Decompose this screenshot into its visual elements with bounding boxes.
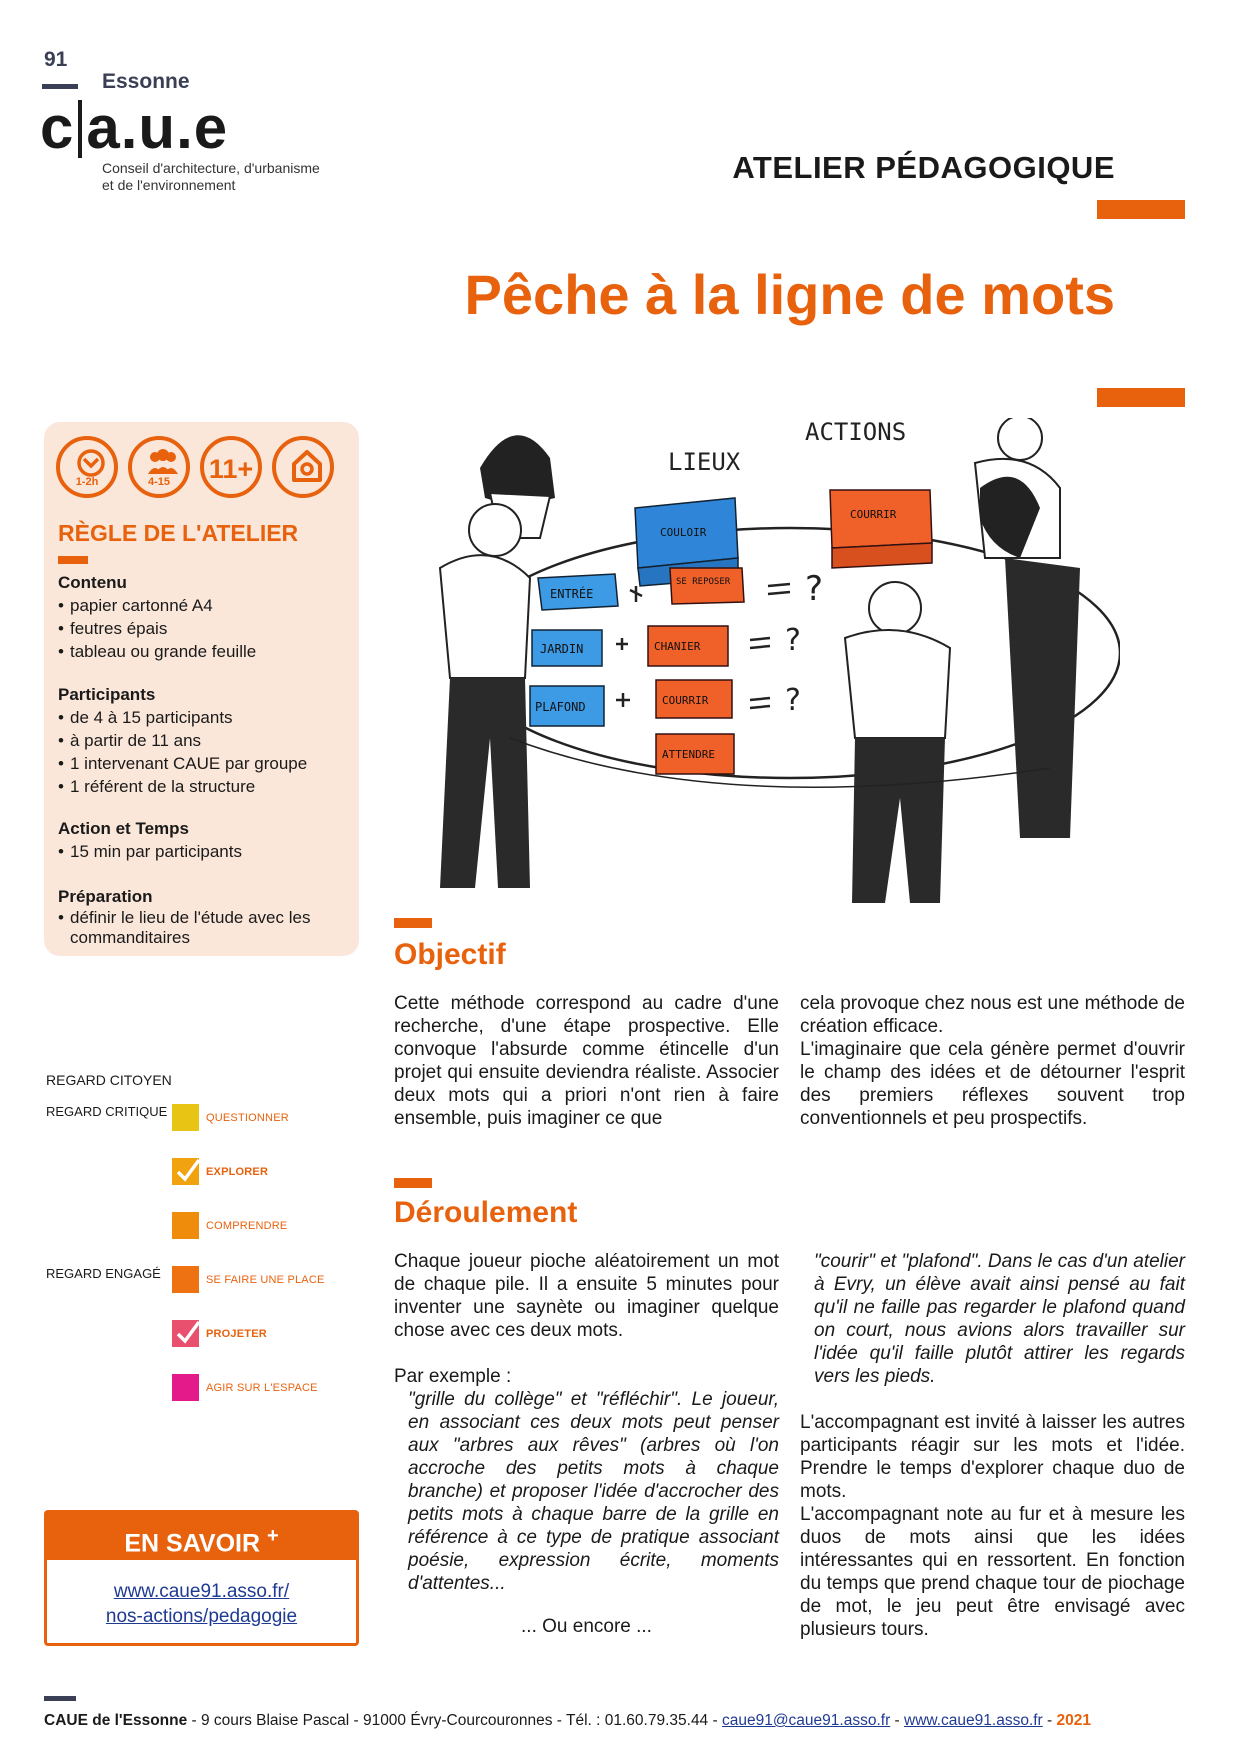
section-heading: Action et Temps (58, 819, 189, 838)
stack-actions-label: COURRIR (850, 508, 897, 521)
list-item: • définir le lieu de l'étude avec les commanditaires (58, 908, 358, 948)
heading-actions: ACTIONS (805, 418, 907, 446)
card-se-reposer (670, 568, 744, 604)
level-swatch (172, 1266, 199, 1293)
list-item: • tableau ou grande feuille (58, 640, 358, 663)
card-courrir-label: COURRIR (662, 694, 709, 707)
list-item: • 1 référent de la structure (58, 775, 358, 798)
card-jardin-label: JARDIN (540, 642, 584, 656)
level-swatch (172, 1212, 199, 1239)
footer-divider (44, 1696, 76, 1701)
workshop-illustration (420, 418, 1120, 903)
card-chanier-label: CHANIER (654, 640, 701, 653)
scale-level-projeter (172, 1320, 372, 1348)
list-item: • 15 min par participants (58, 840, 358, 863)
question-mark: ? (785, 683, 801, 718)
age-label: 11+ (208, 454, 254, 484)
workshop-info-card (44, 422, 359, 956)
workshop-icons (56, 436, 356, 498)
house-icon (272, 436, 334, 498)
card-se-reposer-label: SE REPOSER (676, 577, 731, 587)
level-label: EXPLORER (206, 1166, 269, 1178)
person-left-front (440, 504, 530, 888)
level-label: QUESTIONNER (206, 1112, 289, 1124)
list-item: • papier cartonné A4 (58, 594, 358, 617)
objectif-heading: Objectif (394, 938, 506, 971)
brand-tagline: Conseil d'architecture, d'urbanisme et de l'environnement (102, 160, 320, 193)
page-kicker: ATELIER PÉDAGOGIQUE (732, 150, 1115, 185)
brand-name: c a.u.e (40, 94, 229, 161)
dept-number: 91 (44, 48, 68, 71)
card-courrir (656, 680, 732, 718)
deroulement-accent-bar (394, 1178, 432, 1188)
group-size-caption: 4-15 (147, 476, 171, 488)
level-swatch (172, 1374, 199, 1401)
check-icon (175, 1320, 201, 1346)
page-footer: CAUE de l'Essonne - 9 cours Blaise Pascal - 91000 Évry-Courcouronnes - Tél. : 01.60.79.35.44 - caue91@caue91.asso.fr - www.caue91.asso.fr - 2021 (44, 1712, 1091, 1729)
card-plafond-label: PLAFOND (535, 700, 586, 714)
section-contenu (58, 572, 358, 663)
dept-name: Essonne (102, 70, 190, 93)
deroulement-heading: Déroulement (394, 1196, 578, 1229)
footer-email-link[interactable]: caue91@caue91.asso.fr (721, 1712, 891, 1729)
card-attendre (656, 734, 734, 774)
card-attendre-label: ATTENDRE (662, 748, 715, 761)
check-icon (175, 1158, 201, 1184)
section-heading: Préparation (58, 887, 153, 906)
en-savoir-plus-box (44, 1510, 359, 1646)
duration-caption: 1-2h (75, 476, 99, 488)
age-icon (200, 436, 262, 498)
level-label: COMPRENDRE (206, 1220, 288, 1232)
level-label: SE FAIRE UNE PLACE (206, 1274, 325, 1286)
question-mark: ? (785, 623, 801, 658)
deroulement-col-1: Chaque joueur pioche aléatoirement un mot de chaque pile. Il a ensuite 5 minutes pour inventer une saynète ou imaginer quelque chose avec ces deux mots. Par exemple : "grille du collège" et "réfléchir". Le joueur, en associant ces deux mots peut penser aux "arbres aux rêves" (arbres où l'on accroche des petits mots à chaque branche) et proposer l'idée d'accrocher des petits mots à chaque barre de la grille en référence à ce type de pratique associant poésie, expression écrite, moments d'attentes... ... Ou encore ... (394, 1251, 779, 1637)
section-participants (58, 684, 358, 798)
stack-lieux-label: COULOIR (660, 526, 707, 539)
list-item: • de 4 à 15 participants (58, 706, 358, 729)
section-heading: Participants (58, 685, 156, 704)
clock-icon (56, 436, 118, 498)
footer-org: CAUE de l'Essonne (44, 1712, 188, 1729)
section-preparation (58, 886, 358, 948)
card-chanier (648, 626, 728, 666)
objectif-col-2: cela provoque chez nous est une méthode de création efficace. L'imaginaire que cela génère permet d'ouvrir le champ des idées et de détourner l'esprit des premiers réflexes souvent trop conventionnels et peu prospectifs. (800, 993, 1185, 1129)
regard-critique-label: REGARD CRITIQUE (46, 1104, 168, 1119)
card-entree-label: ENTRÉE (550, 587, 594, 601)
rules-accent-bar (58, 556, 88, 564)
objectif-accent-bar (394, 918, 432, 928)
scale-level-questionner (172, 1104, 372, 1132)
page-title: Pêche à la ligne de mots (464, 263, 1115, 326)
level-swatch (172, 1104, 199, 1131)
regard-citoyen-label: REGARD CITOYEN (46, 1072, 172, 1088)
deroulement-col-2: "courir" et "plafond". Dans le cas d'un atelier à Evry, un élève avait ainsi pensé au fait qu'il ne faille pas regarder le plafond quand on court, nous avions alors travailler sur l'idée qu'il faille plutôt attirer les regards vers les pieds. L'accompagnant est invité à laisser les autres participants réagir sur les mots et l'idée. Prendre le temps d'explorer chaque duo de mots. L'accompagnant note au fur et à mesure les duos de mots ainsi que les idées intéressantes qui en ressortent. En fonction du temps que prend chaque tour de piochage de mot, le jeu peut être envisagé avec plusieurs tours. (800, 1251, 1185, 1640)
rules-heading: RÈGLE DE L'ATELIER (58, 520, 299, 546)
list-item: • 1 intervenant CAUE par groupe (58, 752, 358, 775)
level-label: PROJETER (206, 1328, 267, 1340)
caue-logo (40, 48, 370, 198)
scale-level-agir-sur-l-espace (172, 1374, 372, 1402)
scale-level-comprendre (172, 1212, 372, 1240)
footer-address: - 9 cours Blaise Pascal - 91000 Évry-Courcouronnes - Tél. : 01.60.79.35.44 - (187, 1712, 722, 1729)
pedagogie-link[interactable]: www.caue91.asso.fr/ nos-actions/pedagogie (105, 1581, 298, 1627)
list-item: • à partir de 11 ans (58, 729, 358, 752)
card-plafond (530, 686, 604, 726)
regard-engage-label: REGARD ENGAGÉ (46, 1266, 161, 1281)
objectif-col-1: Cette méthode correspond au cadre d'une recherche, d'une étape prospective. Elle convoque l'absurde comme étincelle d'un projet qui ensuite deviendra réaliste. Associer deux mots qui a priori n'ont rien à faire ensemble, puis imaginer ce que (394, 993, 779, 1129)
list-item: • feutres épais (58, 617, 358, 640)
logo-divider (42, 84, 78, 89)
card-entree (538, 574, 618, 610)
heading-lieux: LIEUX (668, 448, 741, 476)
card-jardin (532, 630, 602, 666)
section-heading: Contenu (58, 573, 127, 592)
scale-level-se-faire-une-place (172, 1266, 372, 1294)
title-accent-bar (1097, 388, 1185, 407)
scale-level-explorer (172, 1158, 372, 1186)
en-savoir-plus-heading: EN SAVOIR + (47, 1513, 356, 1560)
stack-actions (830, 490, 932, 568)
question-mark: ? (805, 569, 824, 609)
level-label: AGIR SUR L'ESPACE (206, 1382, 318, 1394)
kicker-accent-bar (1097, 200, 1185, 219)
footer-year: 2021 (1056, 1712, 1091, 1729)
footer-site-link[interactable]: www.caue91.asso.fr (904, 1712, 1043, 1729)
section-action-temps (58, 818, 358, 863)
group-icon (128, 436, 190, 498)
